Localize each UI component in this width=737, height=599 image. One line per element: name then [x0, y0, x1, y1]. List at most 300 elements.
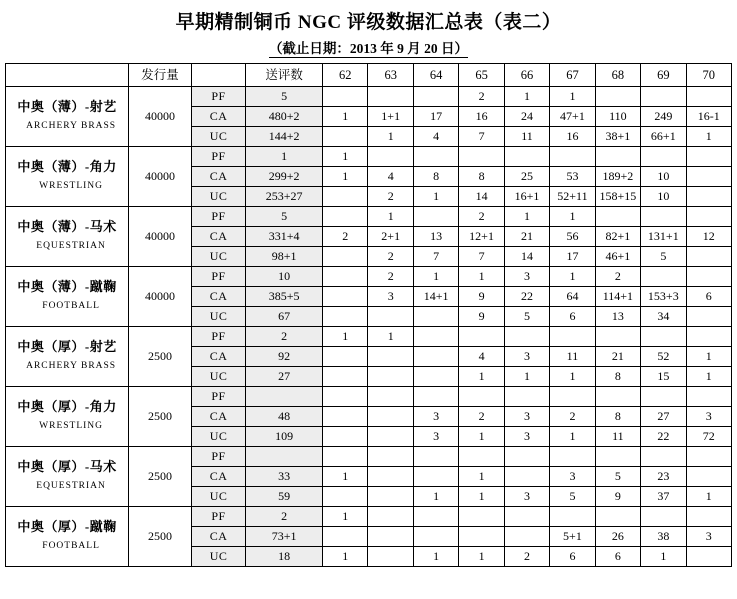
cell-63: [368, 407, 413, 427]
cell-63: [368, 487, 413, 507]
table-body: [6, 87, 732, 567]
cell-66: 3: [504, 427, 549, 447]
cell-64: [413, 347, 458, 367]
cell-67: 56: [550, 227, 595, 247]
cell-69: [641, 267, 686, 287]
issue-quantity: 2500: [129, 387, 192, 447]
cell-70: [686, 467, 731, 487]
sent-count: 59: [246, 487, 323, 507]
table-header: [6, 64, 732, 87]
coin-name-cn: 中奥（厚）-蹴鞠: [17, 519, 117, 534]
cell-70: [686, 547, 731, 567]
cell-66: [504, 387, 549, 407]
cell-68: 8: [595, 407, 640, 427]
cell-70: [686, 167, 731, 187]
coin-name-cell: [6, 207, 129, 267]
cell-62: [323, 307, 368, 327]
table-row: [6, 327, 732, 347]
grade-label: CA: [191, 167, 246, 187]
cell-66: 16+1: [504, 187, 549, 207]
cell-65: 2: [459, 207, 504, 227]
sent-count: 253+27: [246, 187, 323, 207]
coin-name-cn: 中奥（薄）-蹴鞠: [17, 279, 117, 294]
cell-70: 16-1: [686, 107, 731, 127]
cell-65: 2: [459, 407, 504, 427]
cell-65: 7: [459, 127, 504, 147]
coin-name-cell: [6, 507, 129, 567]
cell-70: 6: [686, 287, 731, 307]
cell-64: [413, 367, 458, 387]
cell-68: 189+2: [595, 167, 640, 187]
cell-64: 7: [413, 247, 458, 267]
cell-67: 53: [550, 167, 595, 187]
cell-63: 1: [368, 127, 413, 147]
coin-name-en: EQUESTRIAN: [36, 241, 106, 251]
cell-70: 3: [686, 407, 731, 427]
grade-label: PF: [191, 87, 246, 107]
cell-70: [686, 447, 731, 467]
cell-67: 64: [550, 287, 595, 307]
header-issue: 发行量: [129, 64, 192, 87]
cell-66: 3: [504, 487, 549, 507]
cell-65: 7: [459, 247, 504, 267]
sent-count: 27: [246, 367, 323, 387]
grade-label: UC: [191, 127, 246, 147]
cell-65: [459, 147, 504, 167]
coin-name-en: FOOTBALL: [42, 301, 100, 311]
cell-62: [323, 427, 368, 447]
header-grade-62: 62: [323, 64, 368, 87]
cell-68: [595, 327, 640, 347]
cell-69: [641, 507, 686, 527]
cell-70: [686, 147, 731, 167]
cell-64: [413, 447, 458, 467]
sent-count: 331+4: [246, 227, 323, 247]
cell-67: 1: [550, 87, 595, 107]
cell-63: 1: [368, 327, 413, 347]
cell-68: 26: [595, 527, 640, 547]
issue-quantity: 40000: [129, 267, 192, 327]
cell-64: 1: [413, 187, 458, 207]
cell-64: 17: [413, 107, 458, 127]
cell-69: [641, 327, 686, 347]
table-row: [6, 507, 732, 527]
cell-68: 46+1: [595, 247, 640, 267]
cell-64: 4: [413, 127, 458, 147]
cell-63: [368, 427, 413, 447]
grade-label: UC: [191, 487, 246, 507]
coin-name-en: EQUESTRIAN: [36, 481, 106, 491]
grade-label: UC: [191, 247, 246, 267]
cell-66: 5: [504, 307, 549, 327]
sent-count: 5: [246, 207, 323, 227]
cell-64: 1: [413, 487, 458, 507]
cell-65: 1: [459, 467, 504, 487]
cell-65: 9: [459, 287, 504, 307]
coin-name-cn: 中奥（薄）-马术: [17, 219, 117, 234]
cell-69: 1: [641, 547, 686, 567]
cell-69: [641, 147, 686, 167]
table-row: [6, 267, 732, 287]
grade-label: CA: [191, 407, 246, 427]
cell-62: 1: [323, 167, 368, 187]
coin-name-en: ARCHERY BRASS: [26, 121, 117, 131]
cell-69: 249: [641, 107, 686, 127]
sent-count: 98+1: [246, 247, 323, 267]
header-grade: [191, 64, 246, 87]
cell-68: 110: [595, 107, 640, 127]
grade-label: CA: [191, 107, 246, 127]
cell-63: [368, 347, 413, 367]
coin-name-cn: 中奥（薄）-角力: [17, 159, 117, 174]
grade-label: UC: [191, 307, 246, 327]
cell-66: 25: [504, 167, 549, 187]
cell-68: [595, 87, 640, 107]
issue-quantity: 2500: [129, 507, 192, 567]
issue-quantity: 2500: [129, 327, 192, 387]
cell-62: 1: [323, 327, 368, 347]
cell-62: 1: [323, 107, 368, 127]
cell-62: [323, 287, 368, 307]
cell-66: [504, 467, 549, 487]
cell-62: 1: [323, 507, 368, 527]
cell-64: [413, 87, 458, 107]
grade-label: CA: [191, 467, 246, 487]
cell-62: [323, 127, 368, 147]
sent-count: [246, 447, 323, 467]
cell-67: 1: [550, 207, 595, 227]
cell-63: 2: [368, 187, 413, 207]
cell-66: 3: [504, 407, 549, 427]
sent-count: [246, 387, 323, 407]
sent-count: 10: [246, 267, 323, 287]
cell-68: 8: [595, 367, 640, 387]
grade-label: PF: [191, 267, 246, 287]
cell-69: 66+1: [641, 127, 686, 147]
cell-67: 16: [550, 127, 595, 147]
grade-label: UC: [191, 187, 246, 207]
cell-63: [368, 387, 413, 407]
cell-63: [368, 307, 413, 327]
cell-64: [413, 327, 458, 347]
sent-count: 48: [246, 407, 323, 427]
coin-name-cn: 中奥（薄）-射艺: [17, 99, 117, 114]
cell-67: [550, 387, 595, 407]
table-row: [6, 387, 732, 407]
cell-68: 9: [595, 487, 640, 507]
sent-count: 109: [246, 427, 323, 447]
grade-label: PF: [191, 387, 246, 407]
cell-66: 1: [504, 207, 549, 227]
cell-67: 17: [550, 247, 595, 267]
cell-65: 1: [459, 367, 504, 387]
cell-64: [413, 527, 458, 547]
cell-62: 1: [323, 147, 368, 167]
header-name: [6, 64, 129, 87]
grade-label: CA: [191, 287, 246, 307]
cell-69: 37: [641, 487, 686, 507]
cell-65: 14: [459, 187, 504, 207]
cell-70: [686, 327, 731, 347]
cell-66: [504, 447, 549, 467]
grade-label: CA: [191, 347, 246, 367]
cell-63: [368, 87, 413, 107]
cell-62: [323, 447, 368, 467]
header-grade-69: 69: [641, 64, 686, 87]
cell-69: 38: [641, 527, 686, 547]
cell-68: [595, 507, 640, 527]
cell-66: 24: [504, 107, 549, 127]
sent-count: 144+2: [246, 127, 323, 147]
cell-65: 1: [459, 487, 504, 507]
cell-70: [686, 87, 731, 107]
grade-label: UC: [191, 367, 246, 387]
cell-67: [550, 507, 595, 527]
cell-69: [641, 87, 686, 107]
cell-70: 3: [686, 527, 731, 547]
cell-67: 1: [550, 427, 595, 447]
cell-63: [368, 507, 413, 527]
header-sent: 送评数: [246, 64, 323, 87]
cell-67: 5: [550, 487, 595, 507]
sent-count: 2: [246, 507, 323, 527]
cell-62: 1: [323, 547, 368, 567]
cell-66: [504, 527, 549, 547]
cell-62: [323, 527, 368, 547]
cell-65: 1: [459, 547, 504, 567]
sent-count: 73+1: [246, 527, 323, 547]
cell-68: 21: [595, 347, 640, 367]
cell-67: [550, 147, 595, 167]
cell-64: [413, 467, 458, 487]
cell-67: 2: [550, 407, 595, 427]
cell-67: 11: [550, 347, 595, 367]
cell-68: 158+15: [595, 187, 640, 207]
cell-69: 5: [641, 247, 686, 267]
grade-label: PF: [191, 207, 246, 227]
cell-69: 27: [641, 407, 686, 427]
cell-63: [368, 467, 413, 487]
cell-69: 34: [641, 307, 686, 327]
cell-64: 14+1: [413, 287, 458, 307]
cell-70: 1: [686, 487, 731, 507]
header-grade-64: 64: [413, 64, 458, 87]
cell-70: 1: [686, 347, 731, 367]
cell-67: 1: [550, 367, 595, 387]
cell-63: 4: [368, 167, 413, 187]
cell-66: [504, 327, 549, 347]
grade-label: CA: [191, 227, 246, 247]
grade-label: PF: [191, 327, 246, 347]
cell-68: 38+1: [595, 127, 640, 147]
cell-68: [595, 387, 640, 407]
grade-label: CA: [191, 527, 246, 547]
cell-66: 11: [504, 127, 549, 147]
sent-count: 92: [246, 347, 323, 367]
grade-label: PF: [191, 507, 246, 527]
cell-63: 1: [368, 207, 413, 227]
cell-67: 47+1: [550, 107, 595, 127]
cell-62: [323, 207, 368, 227]
cell-68: 2: [595, 267, 640, 287]
cell-64: 8: [413, 167, 458, 187]
cell-66: 22: [504, 287, 549, 307]
cell-64: [413, 507, 458, 527]
cell-69: [641, 387, 686, 407]
cell-64: 1: [413, 547, 458, 567]
cell-66: 3: [504, 347, 549, 367]
cell-70: [686, 187, 731, 207]
coin-name-cell: [6, 387, 129, 447]
cell-63: 2: [368, 267, 413, 287]
cell-65: 2: [459, 87, 504, 107]
cell-66: 2: [504, 547, 549, 567]
cell-62: [323, 367, 368, 387]
coin-name-cell: [6, 267, 129, 327]
cell-69: 15: [641, 367, 686, 387]
sent-count: 2: [246, 327, 323, 347]
grade-label: PF: [191, 447, 246, 467]
cell-63: 2+1: [368, 227, 413, 247]
cell-68: 114+1: [595, 287, 640, 307]
cell-62: [323, 407, 368, 427]
cell-65: 1: [459, 267, 504, 287]
cell-65: [459, 507, 504, 527]
cell-62: 2: [323, 227, 368, 247]
cell-67: 6: [550, 547, 595, 567]
sent-count: 67: [246, 307, 323, 327]
cell-68: 82+1: [595, 227, 640, 247]
cell-68: 5: [595, 467, 640, 487]
sent-count: 33: [246, 467, 323, 487]
cell-62: [323, 267, 368, 287]
sent-count: 5: [246, 87, 323, 107]
header-grade-70: 70: [686, 64, 731, 87]
header-grade-63: 63: [368, 64, 413, 87]
coin-name-cn: 中奥（厚）-角力: [17, 399, 117, 414]
cell-70: [686, 307, 731, 327]
table-row: [6, 87, 732, 107]
issue-quantity: 40000: [129, 147, 192, 207]
cell-63: 3: [368, 287, 413, 307]
cell-68: [595, 447, 640, 467]
grade-label: UC: [191, 547, 246, 567]
cell-69: 22: [641, 427, 686, 447]
cell-65: 12+1: [459, 227, 504, 247]
cell-69: 131+1: [641, 227, 686, 247]
cell-67: [550, 327, 595, 347]
cell-66: 1: [504, 367, 549, 387]
cell-70: [686, 507, 731, 527]
cell-68: 6: [595, 547, 640, 567]
cell-69: [641, 207, 686, 227]
coin-name-en: FOOTBALL: [42, 541, 100, 551]
cell-68: [595, 207, 640, 227]
table-header-row: [6, 64, 732, 87]
header-grade-66: 66: [504, 64, 549, 87]
cell-64: 1: [413, 267, 458, 287]
cell-64: 3: [413, 427, 458, 447]
issue-quantity: 40000: [129, 87, 192, 147]
coin-name-en: ARCHERY BRASS: [26, 361, 117, 371]
cell-69: [641, 447, 686, 467]
cell-67: 5+1: [550, 527, 595, 547]
page-subtitle: [0, 37, 737, 63]
cell-69: 153+3: [641, 287, 686, 307]
cell-63: [368, 547, 413, 567]
table-row: [6, 447, 732, 467]
grade-label: PF: [191, 147, 246, 167]
header-grade-68: 68: [595, 64, 640, 87]
sent-count: 18: [246, 547, 323, 567]
cell-62: [323, 87, 368, 107]
cell-62: [323, 347, 368, 367]
coin-name-cn: 中奥（厚）-马术: [17, 459, 117, 474]
cell-65: 9: [459, 307, 504, 327]
sent-count: 1: [246, 147, 323, 167]
cell-70: 1: [686, 367, 731, 387]
cell-62: [323, 387, 368, 407]
header-grade-65: 65: [459, 64, 504, 87]
cell-66: 14: [504, 247, 549, 267]
issue-quantity: 2500: [129, 447, 192, 507]
cell-68: 11: [595, 427, 640, 447]
cell-66: [504, 507, 549, 527]
sent-count: 480+2: [246, 107, 323, 127]
table-row: [6, 147, 732, 167]
coin-name-cell: [6, 87, 129, 147]
cell-69: 10: [641, 187, 686, 207]
cell-63: [368, 367, 413, 387]
page-subtitle-text: （截止日期：2013 年 9 月 20 日）: [268, 41, 469, 56]
cell-65: [459, 527, 504, 547]
cell-64: 13: [413, 227, 458, 247]
cell-63: [368, 527, 413, 547]
cell-65: 8: [459, 167, 504, 187]
cell-69: 10: [641, 167, 686, 187]
coin-name-en: WRESTLING: [39, 181, 104, 191]
cell-63: 1+1: [368, 107, 413, 127]
cell-63: 2: [368, 247, 413, 267]
header-grade-67: 67: [550, 64, 595, 87]
cell-70: [686, 207, 731, 227]
cell-62: [323, 487, 368, 507]
issue-quantity: 40000: [129, 207, 192, 267]
coin-name-en: WRESTLING: [39, 421, 104, 431]
page-title: 早期精制铜币 NGC 评级数据汇总表（表二）: [175, 12, 562, 33]
ngc-grading-summary-table: [5, 63, 732, 567]
cell-62: [323, 247, 368, 267]
cell-67: 1: [550, 267, 595, 287]
cell-70: 1: [686, 127, 731, 147]
coin-name-cell: [6, 327, 129, 387]
cell-62: [323, 187, 368, 207]
cell-63: [368, 147, 413, 167]
cell-65: [459, 327, 504, 347]
cell-65: [459, 447, 504, 467]
cell-65: 1: [459, 427, 504, 447]
cell-70: [686, 267, 731, 287]
cell-66: 21: [504, 227, 549, 247]
coin-name-cell: [6, 447, 129, 507]
cell-70: 12: [686, 227, 731, 247]
cell-67: 3: [550, 467, 595, 487]
coin-name-cell: [6, 147, 129, 207]
cell-66: 1: [504, 87, 549, 107]
cell-67: 52+11: [550, 187, 595, 207]
cell-64: 3: [413, 407, 458, 427]
sent-count: 299+2: [246, 167, 323, 187]
